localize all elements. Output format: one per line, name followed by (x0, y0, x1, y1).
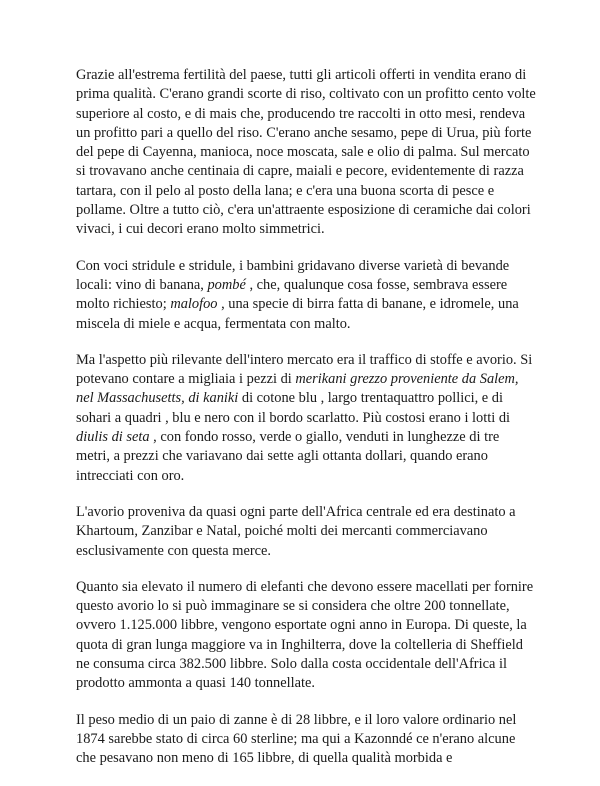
italic-term-diulis: diulis di seta (76, 429, 150, 446)
document-page (76, 66, 536, 786)
paragraph-elephants (76, 578, 536, 694)
paragraph-text: , con fondo rosso, verde o giallo, venduti in lunghezze di tre metri, a prezzi che variavano dai sette agli ottanta dollari, quando erano intrecciati con oro. (76, 429, 500, 484)
paragraph-text: Il peso medio di un paio di zanne è di 28 libbre, e il loro valore ordinario nel 1874 sarebbe stato di circa 60 sterline; ma qui a Kazonndé ce n'erano alcune che pesavano non meno di 165 libbre, di quella qualità morbida e (76, 711, 517, 767)
paragraph-beverages (76, 257, 536, 334)
paragraph-text: L'avorio proveniva da quasi ogni parte dell'Africa centrale ed era destinato a Khartoum, Zanzibar e Natal, poiché molti dei mercanti commerciavano esclusivamente con questa merce. (76, 503, 516, 559)
paragraph-text: Ma l'aspetto più rilevante dell'intero mercato era il traffico di stoffe e avorio. Si potevano contare a migliaia i pezzi di (76, 351, 533, 388)
paragraph-text: Quanto sia elevato il numero di elefanti che devono essere macellati per fornire questo avorio lo si può immaginare se si considera che oltre 200 tonnellate, ovvero 1.125.000 libbre, vengono esportate ogni anno in Europa. Di queste, la quota di gran lunga maggiore va in Inghilterra, dove la coltelleria di Sheffield ne consuma circa 382.500 libbre. Solo dalla costa occidentale dell'Africa il prodotto ammonta a quasi 140 tonnellate. (76, 578, 534, 692)
paragraph-text: Con voci stridule e stridule, i bambini gridavano diverse varietà di bevande locali: vino di banana, (76, 257, 510, 293)
paragraph-text: di cotone blu , largo trentaquattro pollici, e di sohari a quadri , blu e nero con il bordo scarlatto. Più costosi erano i lotti di (76, 390, 511, 426)
paragraph-tusks (76, 711, 536, 769)
paragraph-text: Grazie all'estrema fertilità del paese, tutti gli articoli offerti in vendita erano di prima qualità. C'erano grandi scorte di riso, coltivato con un profitto cento volte superiore al costo, e di mais che, producendo tre raccolti in otto mesi, rendeva un profitto pari a quello del riso. C'erano anche sesamo, pepe di Urua, più forte del pepe di Cayenna, manioca, noce moscata, sale e olio di palma. Sul mercato si trovavano anche centinaia di capre, maiali e pecore, evidentemente di razza tartara, con il pelo al posto della lana; e c'era una buona scorta di pesce e pollame. Oltre a tutto ciò, c'era un'attraente esposizione di ceramiche dai colori vivaci, i cui decori erano molto simmetrici. (76, 67, 536, 238)
paragraph-cloth-ivory (76, 351, 536, 486)
paragraph-text: , una specie di birra fatta di banane, e idromele, una miscela di miele e acqua, fermentata con malto. (76, 296, 519, 332)
italic-term-pombe: pombé (207, 276, 246, 293)
paragraph-ivory-origin (76, 503, 536, 561)
italic-term-malofoo: malofoo (170, 296, 218, 313)
paragraph-produce (76, 66, 536, 240)
paragraph-text: , che, qualunque cosa fosse, sembrava essere molto richiesto; (76, 276, 508, 313)
italic-term-merikani: merikani grezzo proveniente da Salem, nel Massachusetts, di kaniki (76, 371, 519, 407)
